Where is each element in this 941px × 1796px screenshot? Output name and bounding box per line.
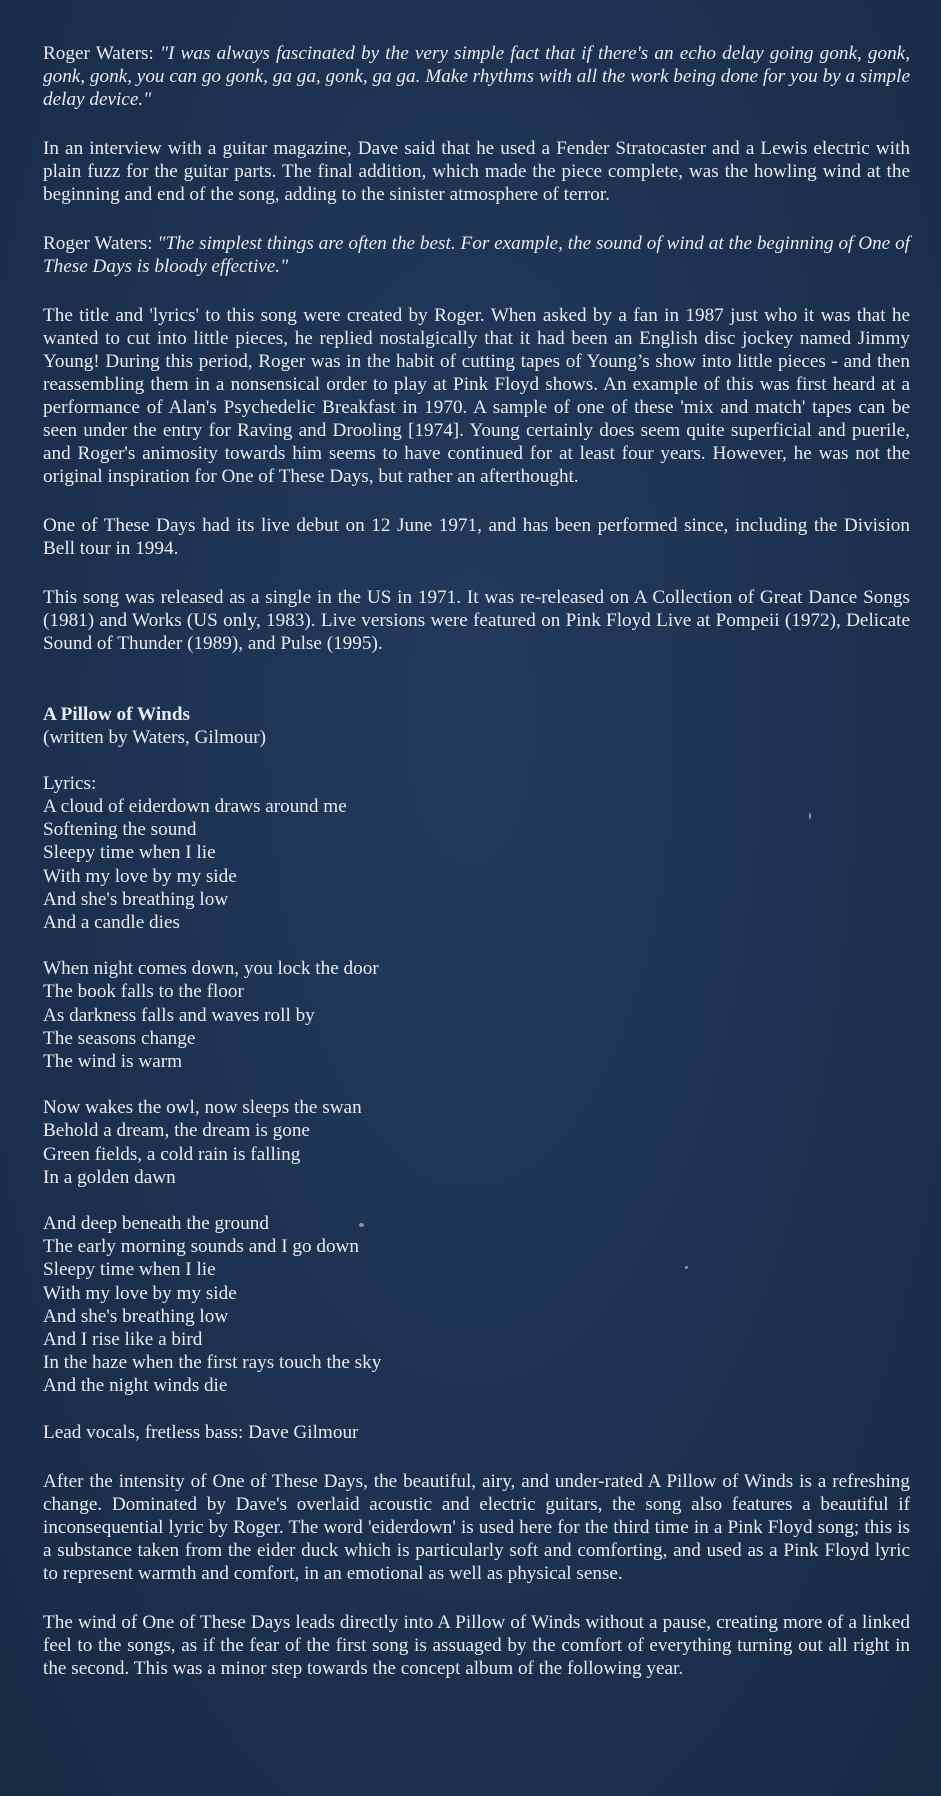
paper-speck (359, 1223, 364, 1227)
lyrics-stanza (43, 957, 910, 1073)
quote-text: "I was always fascinated by the very simple fact that if there's an echo delay going gonk, gonk, gonk, gonk, you can go gonk, ga ga, gonk, ga ga. Make rhythms with all the work being done for you by a simple delay device." (43, 43, 910, 110)
quote-paragraph-echo (43, 42, 910, 111)
lyric-line: Sleepy time when I lie (43, 842, 216, 864)
lyric-line: And I rise like a bird (43, 1329, 203, 1351)
lyrics-stanza (43, 1096, 910, 1189)
song-credit: (written by Waters, Gilmour) (43, 727, 266, 748)
paragraph-release: This song was released as a single in the US in 1971. It was re-released on A Collection of Great Dance Songs (1981) and Works (US only, 1983). Live versions were featured on Pink Floyd Live at Pompeii (1972), Delicate Sound of Thunder (1989), and Pulse (1995). (43, 587, 910, 654)
lyric-line: And she's breathing low (43, 1305, 229, 1327)
lyric-line: As darkness falls and waves roll by (43, 1004, 315, 1026)
paper-speck (685, 1266, 688, 1269)
paragraph-after-intensity: After the intensity of One of These Days, the beautiful, airy, and under-rated A Pillow of Winds is a refreshing change. Dominated by Dave's overlaid acoustic and electric guitars, the song also features a beautiful if inconsequential lyric by Roger. The word 'eiderdown' is used here for the third time in a Pink Floyd song; this is a substance taken from the eider duck which is particularly soft and comforting, and used as a Pink Floyd lyric to represent warmth and comfort, in an emotional as well as physical sense. (43, 1470, 910, 1584)
paragraph-live-debut: One of These Days had its live debut on 12 June 1971, and has been performed since, including the Division Bell tour in 1994. (43, 515, 910, 559)
lyric-line: And deep beneath the ground (43, 1213, 269, 1235)
lyric-line: The wind is warm (43, 1051, 183, 1073)
lyric-line: In the haze when the first rays touch the sky (43, 1352, 382, 1374)
lyric-line: Softening the sound (43, 819, 197, 841)
lyrics-heading: Lyrics: (43, 773, 97, 794)
lyrics-stanza (43, 795, 910, 934)
song-title: A Pillow of Winds (43, 704, 190, 725)
quote-speaker: Roger Waters: (43, 43, 160, 64)
lyric-line: Green fields, a cold rain is falling (43, 1143, 301, 1165)
paper-speck (809, 813, 811, 819)
lyric-line: When night comes down, you lock the door (43, 958, 379, 980)
quote-speaker: Roger Waters: (43, 233, 158, 254)
section-gap (43, 681, 910, 703)
paragraph-title-lyrics: The title and 'lyrics' to this song were created by Roger. When asked by a fan in 1987 just who it was that he wanted to cut into little pieces, he replied nostalgically that it had been an English disc jockey named Jimmy Young! During this period, Roger was in the habit of cutting tapes of Young’s show into little pieces - and then reassembling them in a nonsensical order to play at Pink Floyd shows. An example of this was first heard at a performance of Alan's Psychedelic Breakfast in 1970. A sample of one of these 'mix and match' tapes can be seen under the entry for Raving and Drooling [1974]. Young certainly does seem quite superficial and puerile, and Roger's animosity towards him seems to have continued for at least four years. However, he was not the original inspiration for One of These Days, but rather an afterthought. (43, 305, 910, 487)
lyrics-stanza (43, 1212, 910, 1398)
lyric-line: Now wakes the owl, now sleeps the swan (43, 1097, 362, 1119)
lyric-line: And she's breathing low (43, 888, 229, 910)
song-performers: Lead vocals, fretless bass: Dave Gilmour (43, 1421, 359, 1443)
lyric-line: Behold a dream, the dream is gone (43, 1120, 310, 1142)
quote-text: "The simplest things are often the best. For example, the sound of wind at the beginning of One of These Days is bloody effective." (43, 233, 910, 277)
lyric-line: The book falls to the floor (43, 981, 244, 1003)
lyric-line: And the night winds die (43, 1375, 228, 1397)
paragraph-wind-link: The wind of One of These Days leads directly into A Pillow of Winds without a pause, creating more of a linked feel to the songs, as if the fear of the first song is assuaged by the comfort of everything turning out all right in the second. This was a minor step towards the concept album of the following year. (43, 1611, 910, 1679)
quote-paragraph-wind (43, 232, 910, 278)
lyric-line: And a candle dies (43, 912, 180, 934)
lyric-line: A cloud of eiderdown draws around me (43, 796, 347, 817)
lyric-line: With my love by my side (43, 1282, 237, 1304)
lyric-line: With my love by my side (43, 865, 237, 887)
lyric-line: In a golden dawn (43, 1166, 176, 1188)
lyric-line: The early morning sounds and I go down (43, 1236, 360, 1258)
lyric-line: The seasons change (43, 1027, 196, 1049)
paragraph-interview: In an interview with a guitar magazine, Dave said that he used a Fender Stratocaster and a Lewis electric with plain fuzz for the guitar parts. The final addition, which made the piece complete, was the howling wind at the beginning and end of the song, adding to the sinister atmosphere of terror. (43, 138, 910, 205)
lyric-line: Sleepy time when I lie (43, 1259, 216, 1281)
